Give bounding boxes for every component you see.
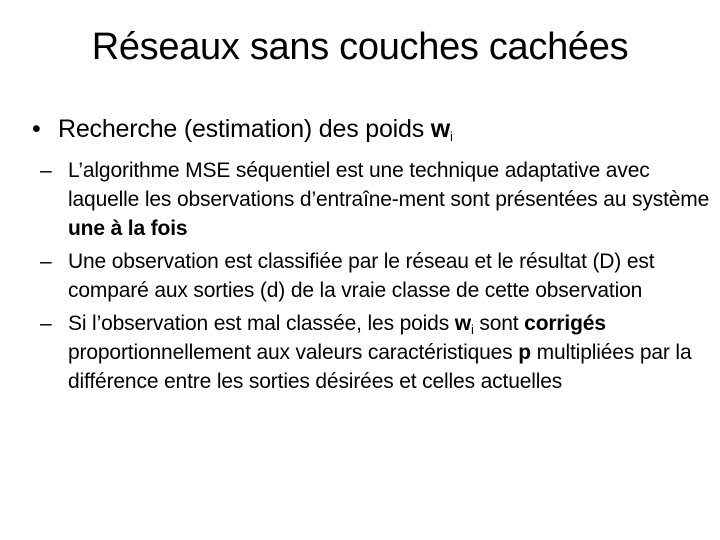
sub-bullet-marker: – (40, 250, 52, 273)
sub-bullet-text: multipliées par la différence entre les sorties désirées et celles actuelles (68, 341, 692, 393)
weight-subscript: i (470, 322, 474, 337)
sub-bullet-bold: une à la fois (68, 217, 188, 240)
sub-bullet-marker: – (40, 312, 52, 335)
sub-bullet-text: proportionnellement aux valeurs caractéristiques (68, 341, 519, 364)
feature-symbol: p (518, 341, 531, 364)
weight-symbol: w (454, 312, 471, 335)
sub-bullet-marker: – (40, 159, 52, 182)
sub-bullet-text: Une observation est classifiée par le réseau et le résultat (D) est comparé aux sorties (d) de la vraie classe de cette observation (68, 250, 655, 302)
sub-bullet-text: L’algorithme MSE séquentiel est une technique adaptative avec laquelle les observations d’entraîne-ment sont présentées au système (68, 159, 710, 211)
sub-bullet-text: Si l’observation est mal classée, les poids (68, 312, 455, 335)
sub-bullet-3 (40, 309, 716, 396)
sub-bullet-1 (40, 156, 716, 243)
bullet-level-1 (32, 112, 702, 146)
weight-subscript: i (450, 129, 453, 144)
sub-bullet-2 (40, 247, 716, 305)
weight-symbol: w (430, 115, 450, 143)
sub-bullet-list (40, 156, 716, 400)
bullet-text: Recherche (estimation) des poids (58, 115, 431, 143)
sub-bullet-bold: corrigés (524, 312, 606, 335)
slide-title: Réseaux sans couches cachées (91, 26, 629, 68)
bullet-marker: • (32, 115, 41, 143)
sub-bullet-text: sont (473, 312, 525, 335)
